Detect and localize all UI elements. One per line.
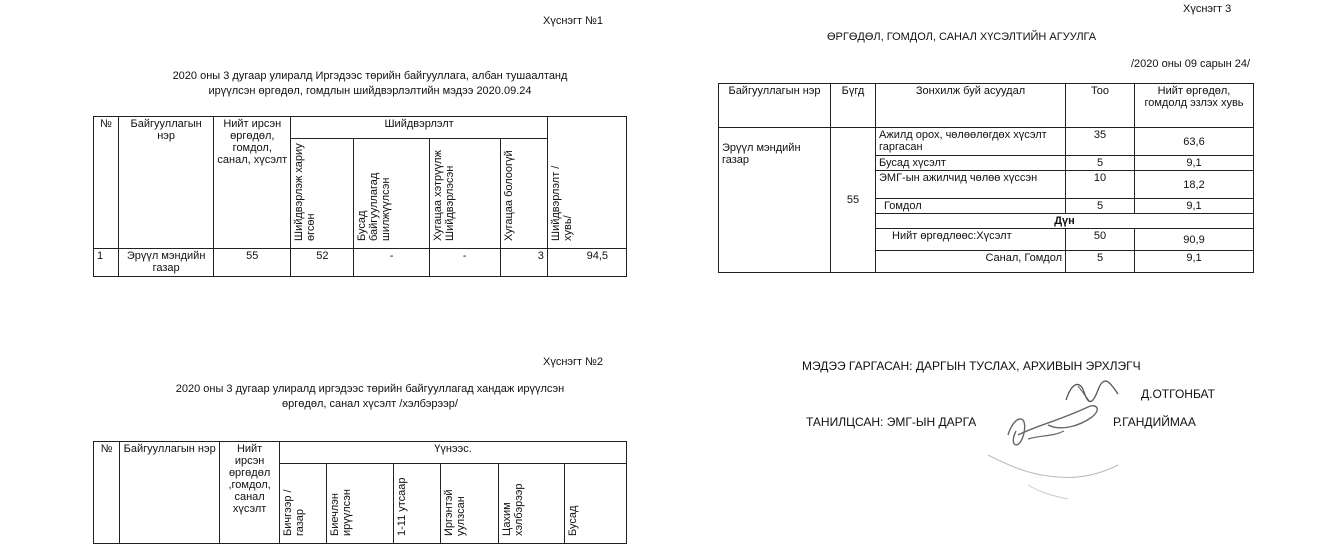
header-total: Нийт ирсэн өргөдөл ,гомдол, санал хүсэлт: [220, 442, 280, 544]
header-total: Нийт ирсэн өргөдөл, гомдол, санал, хүсэлт: [214, 117, 291, 249]
prepared-by: МЭДЭЭ ГАРГАСАН: ДАРГЫН ТУСЛАХ, АРХИВЫН ЭРХЛЭГЧ: [802, 359, 1141, 373]
header-percent: Шийдвэрлэлт /хувь/: [547, 117, 626, 249]
header-in-person: Биечлэн ирүүлсэн: [327, 464, 393, 544]
header-count: Тоо: [1066, 84, 1135, 128]
cell-total: 55: [831, 128, 876, 273]
header-num: №: [94, 442, 120, 544]
header-written: Бичгээр /газар: [280, 464, 327, 544]
cell-answered: 52: [291, 249, 354, 277]
cell-count: 5: [1066, 156, 1135, 171]
header-other: Бусад: [564, 464, 626, 544]
annex3-table: [718, 83, 1254, 273]
cell-count: 5: [1066, 199, 1135, 214]
cell-topic: Нийт өргөдлөөс:Хүсэлт: [876, 229, 1066, 251]
header-pending: Хугацаа болоогүй: [500, 139, 547, 249]
cell-percent: 90,9: [1135, 229, 1254, 251]
annex2-title: [80, 382, 660, 412]
cell-total: 55: [214, 249, 291, 277]
header-org: Байгууллагын нэр: [120, 442, 220, 544]
cell-percent: 63,6: [1135, 128, 1254, 156]
header-meeting: Иргэнтэй уулзсан: [440, 464, 498, 544]
cell-percent: 9,1: [1135, 156, 1254, 171]
cell-topic: Гомдол: [876, 199, 1066, 214]
header-overdue: Хугацаа хэтрүүлж Шийдвэрлэсэн: [429, 139, 500, 249]
annex1-title-line2: ирүүлсэн өргөдөл, гомдлын шийдвэрлэлтийн мэдээ 2020.09.24: [208, 85, 532, 97]
cell-count: 10: [1066, 171, 1135, 199]
annex1-title: [80, 69, 660, 99]
annex2-label: Хүснэгт №2: [543, 356, 604, 368]
header-source: Үүнээс.: [280, 442, 627, 464]
cell-transferred: -: [354, 249, 429, 277]
header-org: Байгууллагын нэр: [719, 84, 831, 128]
annex2-table: [93, 441, 627, 544]
cell-num: 1: [94, 249, 119, 277]
cell-org: Эрүүл мэндийн газар: [119, 249, 214, 277]
annex3-date: /2020 оны 09 сарын 24/: [1131, 58, 1251, 70]
cell-percent: 9,1: [1135, 251, 1254, 273]
annex3-label: Хүснэгт 3: [1183, 3, 1232, 15]
header-resolution: Шийдвэрлэлт: [291, 117, 547, 139]
reviewed-by: ТАНИЛЦСАН: ЭМГ-ЫН ДАРГА: [806, 415, 977, 429]
cell-count: 50: [1066, 229, 1135, 251]
cell-sum-label: Дүн: [876, 214, 1254, 229]
annex3-title: ӨРГӨДӨЛ, ГОМДОЛ, САНАЛ ХҮСЭЛТИЙН АГУУЛГА: [827, 31, 1097, 43]
header-transferred: Бусад байгууллагад шилжүүлсэн: [354, 139, 429, 249]
reviewed-name: Р.ГАНДИЙМАА: [1113, 415, 1196, 429]
cell-topic: ЭМГ-ын ажилчид чөлөө хүссэн: [876, 171, 1066, 199]
cell-overdue: -: [429, 249, 500, 277]
cell-count: 35: [1066, 128, 1135, 156]
cell-topic: Бусад хүсэлт: [876, 156, 1066, 171]
header-answered: Шийдвэрлэж хариу өгсөн: [291, 139, 354, 249]
annex2-title-line1: 2020 оны 3 дугаар улиралд иргэдээс төрийн байгууллагад хандаж ирүүлсэн: [175, 383, 565, 395]
cell-topic: Санал, Гомдол: [876, 251, 1066, 273]
table-row: [719, 128, 1254, 156]
header-online: Цахим хэлбэрээр: [498, 464, 564, 544]
annex1-label: Хүснэгт №1: [543, 15, 604, 27]
header-phone: 1-11 утсаар: [393, 464, 440, 544]
table-row: [94, 249, 627, 277]
cell-percent: 9,1: [1135, 199, 1254, 214]
header-org: Байгууллагын нэр: [119, 117, 214, 249]
cell-count: 5: [1066, 251, 1135, 273]
header-total: Бүгд: [831, 84, 876, 128]
header-topic: Зонхилж буй асуудал: [876, 84, 1066, 128]
prepared-name: Д.ОТГОНБАТ: [1141, 387, 1215, 401]
annex1-table: [93, 116, 627, 277]
cell-pending: 3: [500, 249, 547, 277]
cell-topic: Ажилд орох, чөлөөлөгдөх хүсэлт гаргасан: [876, 128, 1066, 156]
header-percent: Нийт өргөдөл, гомдолд эзлэх хувь: [1135, 84, 1254, 128]
signature-2-icon: [968, 395, 1128, 505]
cell-percent: 18,2: [1135, 171, 1254, 199]
header-num: №: [94, 117, 119, 249]
cell-org: Эрүүл мэндийн газар: [719, 128, 831, 273]
annex2-title-line2: өргөдөл, санал хүсэлт /хэлбэрээр/: [282, 398, 458, 410]
annex1-title-line1: 2020 оны 3 дугаар улиралд Иргэдээс төрийн байгууллага, албан тушаалтанд: [172, 70, 568, 82]
cell-percent: 94,5: [547, 249, 626, 277]
